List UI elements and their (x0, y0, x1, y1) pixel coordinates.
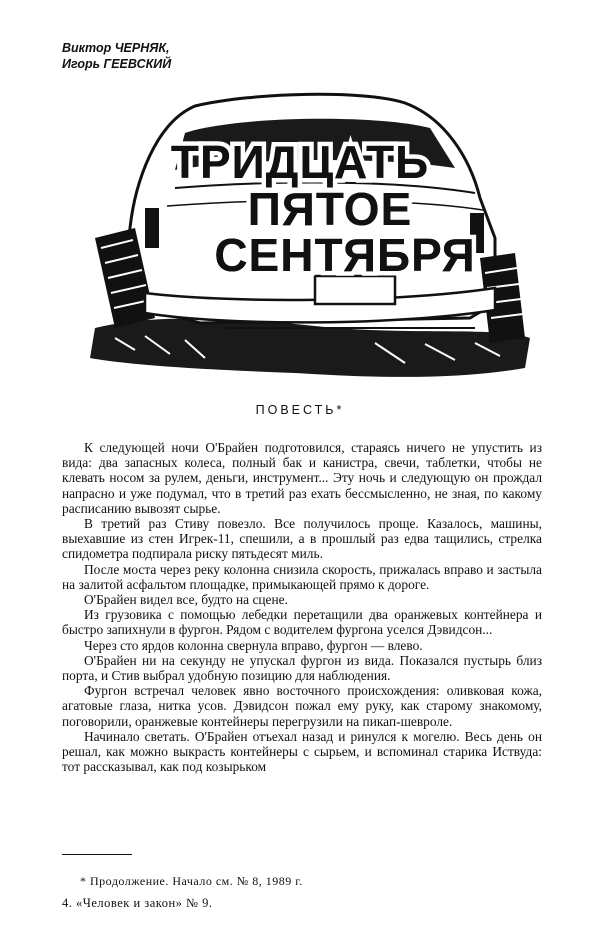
genre-label: ПОВЕСТЬ* (255, 403, 345, 417)
paragraph: О'Брайен видел все, будто на сцене. (84, 592, 288, 608)
footnote-divider (62, 854, 132, 855)
paragraph: После моста через реку колонна снизила скорость, прижалась вправо и застыла на залитой асфальтом площадке, примыкающей прямо к дороге. (62, 561, 542, 592)
story-text (62, 440, 542, 774)
paragraph: В третий раз Стиву повезло. Все получилось проще. Казалось, машины, выехавшие из стен Игрек-11, спешили, а в прошлый раз едва тащились, стрелка спидометра подпирала риску пятьдесят миль. (62, 516, 542, 562)
paragraph: Фургон встречал человек явно восточного происхождения: оливковая кожа, агатовые глаза, нитка усов. Дэвидсон пожал ему руку, как старому знакомому, поговорили, оранжевые контейнеры перегрузили на пикап-шевроле. (62, 683, 542, 729)
paragraph: К следующей ночи О'Брайен подготовился, стараясь ничего не упустить из вида: два запасных колеса, полный бак и канистра, свечи, таблетки, чтобы не клевать носом за рулем, деньги, инструмент... Эту ночь и следующую он прождал напрасно и уже подумал, что в третий раз ехать бессмысленно, не зная, по какому расписанию вывозят сырье. (62, 440, 542, 516)
title-line-2: ПЯТОЕ (247, 183, 413, 235)
paragraph: Из грузовика с помощью лебедки перетащили два оранжевых контейнера и быстро запихнули в фургон. Рядом с водителем фургона уселся Дэвидсон... (62, 607, 542, 638)
footnote: * Продолжение. Начало см. № 8, 1989 г. (80, 874, 303, 888)
title-line-3: СЕНТЯБРЯ (214, 229, 476, 281)
paragraph: Через сто ярдов колонна свернула вправо, фургон — влево. (84, 637, 423, 653)
author-2: Игорь ГЕЕВСКИЙ (62, 57, 172, 71)
authors (62, 40, 171, 72)
page-footer: 4. «Человек и закон» № 9. (62, 896, 213, 910)
author-1: Виктор ЧЕРНЯК, (62, 41, 170, 55)
paragraph: Начинало светать. О'Брайен отъехал назад и ринулся к могелю. Весь день он решал, как можно выкрасть контейнеры с сырьем, и вспоминал старика Иствуда: тот рассказывал, как под козырьком (62, 728, 542, 775)
paragraph: О'Брайен ни на секунду не упускал фургон из вида. Показался пустырь близ порта, и Стив выбрал удобную позицию для наблюдения. (62, 652, 542, 684)
title-line-1: ТРИДЦАТЬ (170, 136, 430, 188)
